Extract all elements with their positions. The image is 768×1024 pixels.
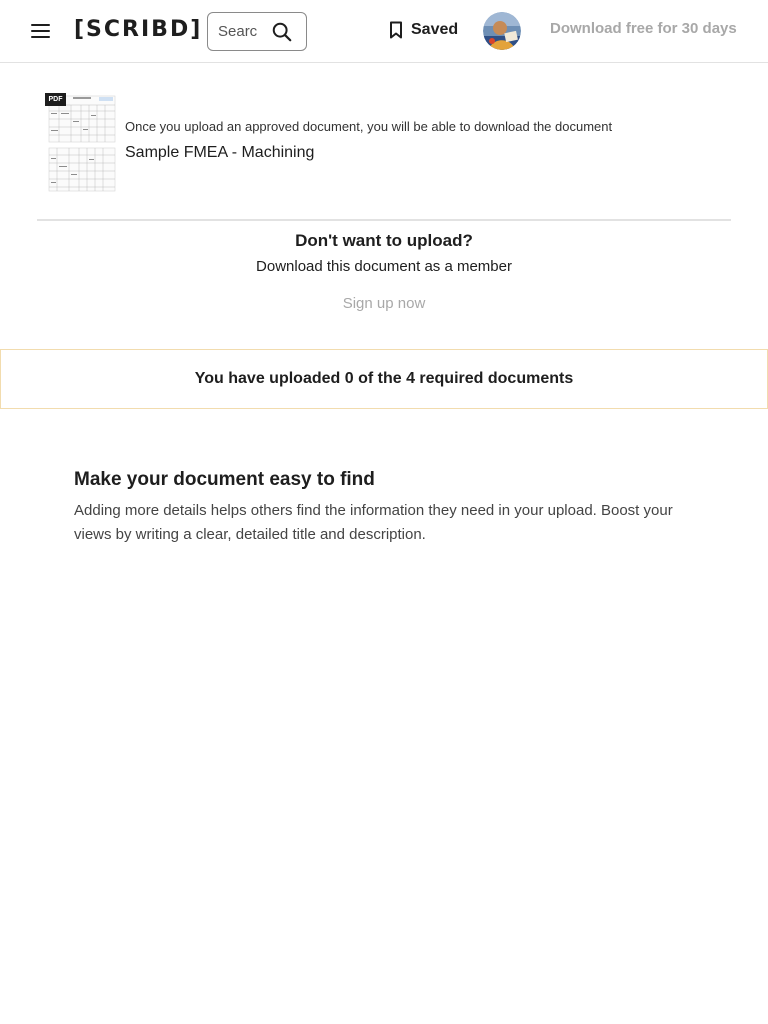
member-subtitle: Download this document as a member bbox=[256, 258, 512, 275]
saved-button[interactable] bbox=[388, 18, 458, 42]
avatar-image bbox=[483, 12, 521, 50]
details-description: Adding more details helps others find the information they need in your upload. Boost your views by writing a clear, detailed title and description. bbox=[74, 502, 673, 543]
section-divider bbox=[37, 219, 731, 221]
details-heading: Make your document easy to find bbox=[74, 469, 375, 490]
document-thumbnail[interactable] bbox=[45, 93, 117, 193]
bookmark-icon bbox=[388, 21, 404, 39]
sign-up-link[interactable]: Sign up now bbox=[342, 295, 426, 312]
member-heading: Don't want to upload? bbox=[295, 231, 473, 250]
search-icon[interactable] bbox=[271, 21, 293, 43]
document-details-section bbox=[74, 468, 694, 547]
search-input[interactable] bbox=[218, 21, 258, 42]
document-title[interactable]: Sample FMEA - Machining bbox=[125, 144, 315, 161]
saved-label: Saved bbox=[411, 21, 459, 38]
document-row bbox=[0, 63, 768, 220]
free-trial-link[interactable]: Download free for 30 days bbox=[550, 20, 737, 37]
member-download-section bbox=[0, 230, 768, 313]
pdf-badge: PDF bbox=[45, 93, 66, 106]
scribd-logo[interactable]: [SCRIBD] bbox=[74, 17, 203, 42]
hamburger-menu-icon[interactable] bbox=[29, 19, 53, 43]
upload-status-text: You have uploaded 0 of the 4 required documents bbox=[194, 370, 574, 387]
download-note: Once you upload an approved document, you will be able to download the document bbox=[125, 119, 613, 134]
document-preview-image bbox=[45, 93, 117, 193]
main-content bbox=[0, 63, 768, 543]
user-avatar[interactable] bbox=[483, 12, 521, 50]
top-navigation-bar bbox=[0, 0, 768, 63]
upload-status-banner bbox=[0, 349, 768, 409]
search-box[interactable] bbox=[207, 12, 307, 51]
